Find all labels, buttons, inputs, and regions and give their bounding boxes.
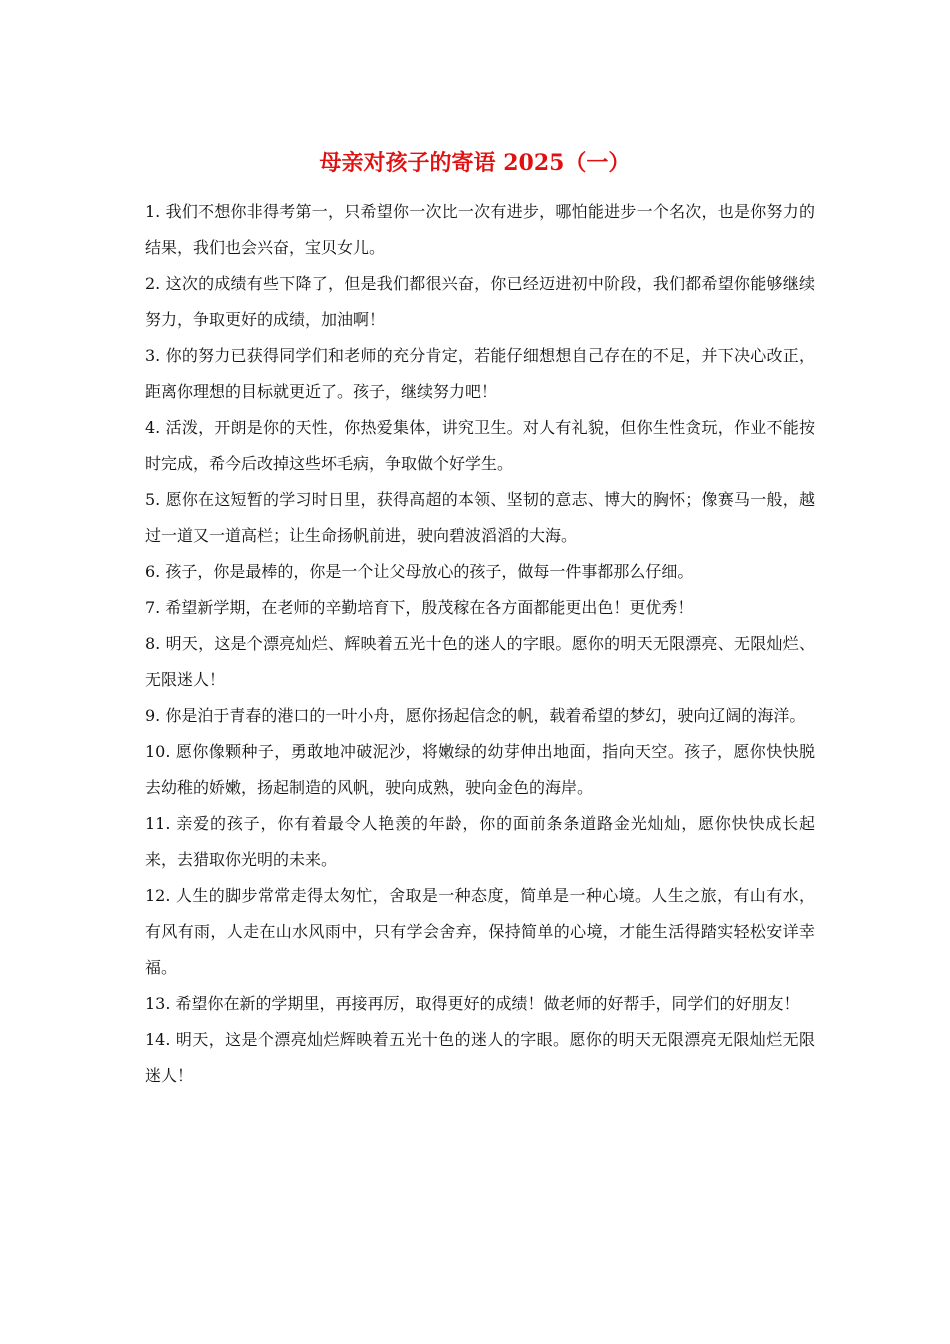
list-item: 9. 你是泊于青春的港口的一叶小舟，愿你扬起信念的帆，载着希望的梦幻，驶向辽阔的海洋。	[145, 706, 806, 725]
list-item: 8. 明天，这是个漂亮灿烂、辉映着五光十色的迷人的字眼。愿你的明天无限漂亮、无限灿烂、无限迷人！	[145, 634, 815, 689]
list-item: 10. 愿你像颗种子，勇敢地冲破泥沙，将嫩绿的幼芽伸出地面，指向天空。孩子，愿你快快脱去幼稚的娇嫩，扬起制造的风帆，驶向成熟，驶向金色的海岸。	[145, 742, 815, 797]
list-item: 6. 孩子，你是最棒的，你是一个让父母放心的孩子，做每一件事都那么仔细。	[145, 562, 694, 581]
list-item: 7. 希望新学期，在老师的辛勤培育下，殷茂稼在各方面都能更出色！更优秀！	[145, 598, 694, 617]
list-item: 2. 这次的成绩有些下降了，但是我们都很兴奋，你已经迈进初中阶段，我们都希望你能够继续努力，争取更好的成绩，加油啊！	[145, 274, 815, 329]
page-title: 母亲对孩子的寄语 2025（一）	[319, 150, 631, 176]
list-item: 1. 我们不想你非得考第一，只希望你一次比一次有进步，哪怕能进步一个名次，也是你努力的结果，我们也会兴奋，宝贝女儿。	[145, 202, 815, 257]
list-item: 14. 明天，这是个漂亮灿烂辉映着五光十色的迷人的字眼。愿你的明天无限漂亮无限灿烂无限迷人！	[145, 1030, 815, 1085]
list-item: 11. 亲爱的孩子，你有着最令人艳羡的年龄，你的面前条条道路金光灿灿，愿你快快成长起来，去猎取你光明的未来。	[145, 814, 815, 869]
list-item: 4. 活泼，开朗是你的天性，你热爱集体，讲究卫生。对人有礼貌，但你生性贪玩，作业不能按时完成，希今后改掉这些坏毛病，争取做个好学生。	[145, 418, 815, 473]
list-item: 13. 希望你在新的学期里，再接再厉，取得更好的成绩！做老师的好帮手，同学们的好朋友！	[145, 994, 800, 1013]
message-list	[145, 194, 815, 1094]
list-item: 12. 人生的脚步常常走得太匆忙，舍取是一种态度，简单是一种心境。人生之旅，有山有水，有风有雨，人走在山水风雨中，只有学会舍弃，保持简单的心境，才能生活得踏实轻松安详幸福。	[145, 886, 815, 977]
list-item: 5. 愿你在这短暂的学习时日里，获得高超的本领、坚韧的意志、博大的胸怀；像赛马一般，越过一道又一道高栏；让生命扬帆前进，驶向碧波滔滔的大海。	[145, 490, 815, 545]
list-item: 3. 你的努力已获得同学们和老师的充分肯定，若能仔细想想自己存在的不足，并下决心改正，距离你理想的目标就更近了。孩子，继续努力吧！	[145, 346, 815, 401]
